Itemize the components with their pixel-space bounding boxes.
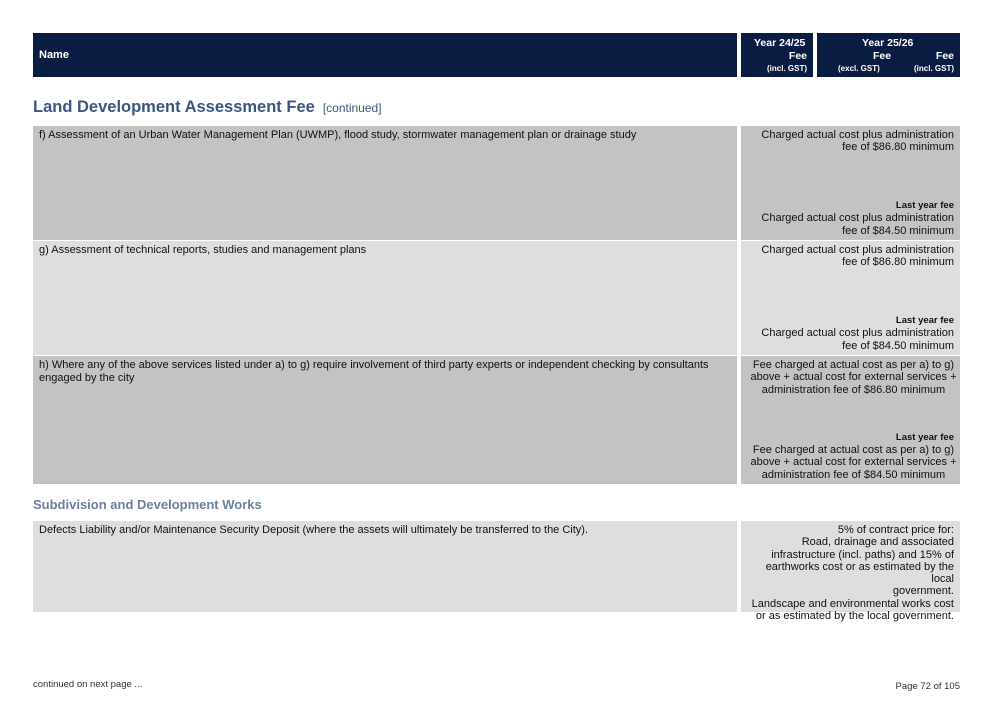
deposit-fee-line: government. <box>892 585 954 598</box>
page-number: Page 72 of 105 <box>895 681 960 692</box>
subsection-title: Subdivision and Development Works <box>33 497 262 512</box>
year-prev-label: Year 24/25 <box>754 37 806 49</box>
last-year-label: Last year fee <box>895 431 954 443</box>
fee-row-h-fee <box>741 356 960 484</box>
year-curr-fee-excl-label: Fee <box>873 50 892 62</box>
fee-row-h-last-year <box>750 432 957 481</box>
fee-row-g-fee <box>741 241 960 355</box>
fee-row-f-name <box>33 126 737 240</box>
deposit-fee-line: or as estimated by the local government. <box>755 610 954 623</box>
deposit-fee-line: Road, drainage and associated <box>801 536 954 549</box>
year-curr-incl-gst: (incl. GST) <box>914 64 954 73</box>
deposit-fee-line: Landscape and environmental works cost <box>751 597 954 610</box>
year-curr-label: Year 25/26 <box>862 37 914 49</box>
table-header-year-curr <box>817 33 960 77</box>
fee-row-h-name <box>33 356 737 484</box>
fee-row-f-fee <box>741 126 960 240</box>
fee-row-f-last-year-value: Charged actual cost plus administration fee of $84.50 minimum <box>761 212 954 237</box>
deposit-fee-line: infrastructure (incl. paths) and 15% of <box>771 548 954 561</box>
deposit-row-name <box>33 521 737 612</box>
table-header-year-prev <box>741 33 813 77</box>
fee-row-f-current: Charged actual cost plus administration fee of $86.80 minimum <box>761 129 954 154</box>
fee-row-g-last-year <box>744 315 954 352</box>
table-header-name <box>33 33 737 77</box>
year-curr-fee-incl-label: Fee <box>935 50 954 62</box>
fee-row-f-text: f) Assessment of an Urban Water Management Plan (UWMP), flood study, stormwater management plan or drainage study <box>39 129 637 141</box>
year-prev-fee-label: Fee <box>788 50 807 62</box>
section-title-text: Land Development Assessment Fee <box>33 98 315 116</box>
fee-row-f-last-year <box>744 200 954 237</box>
fee-row-h-text: h) Where any of the above services listed under a) to g) require involvement of third party experts or independent checking by consultants engaged by the city <box>39 359 709 384</box>
deposit-row-text: Defects Liability and/or Maintenance Security Deposit (where the assets will ultimately be transferred to the City). <box>39 524 589 536</box>
last-year-label: Last year fee <box>895 315 954 327</box>
deposit-fee-line: 5% of contract price for: <box>837 524 954 536</box>
fee-row-h-current: Fee charged at actual cost as per a) to g) above + actual cost for external services + administration fee of $86.80 minimum <box>750 359 957 396</box>
fee-row-g-text: g) Assessment of technical reports, studies and management plans <box>39 244 367 256</box>
section-continued: [continued] <box>322 101 382 115</box>
fee-row-g-current: Charged actual cost plus administration fee of $86.80 minimum <box>761 244 954 269</box>
fee-row-h-last-year-value: Fee charged at actual cost as per a) to g) above + actual cost for external services + administration fee of $84.50 minimum <box>750 444 957 481</box>
deposit-row-fee <box>741 521 960 623</box>
year-prev-incl-gst: (incl. GST) <box>767 64 807 73</box>
section-title <box>33 98 382 117</box>
name-column-label: Name <box>39 49 69 61</box>
last-year-label: Last year fee <box>895 200 954 212</box>
deposit-fee-line: earthworks cost or as estimated by the local <box>765 560 954 586</box>
fee-row-g-last-year-value: Charged actual cost plus administration fee of $84.50 minimum <box>761 327 954 352</box>
fee-row-g-name <box>33 241 737 355</box>
year-curr-excl-gst: (excl. GST) <box>838 64 880 73</box>
continued-note: continued on next page ... <box>33 679 143 690</box>
